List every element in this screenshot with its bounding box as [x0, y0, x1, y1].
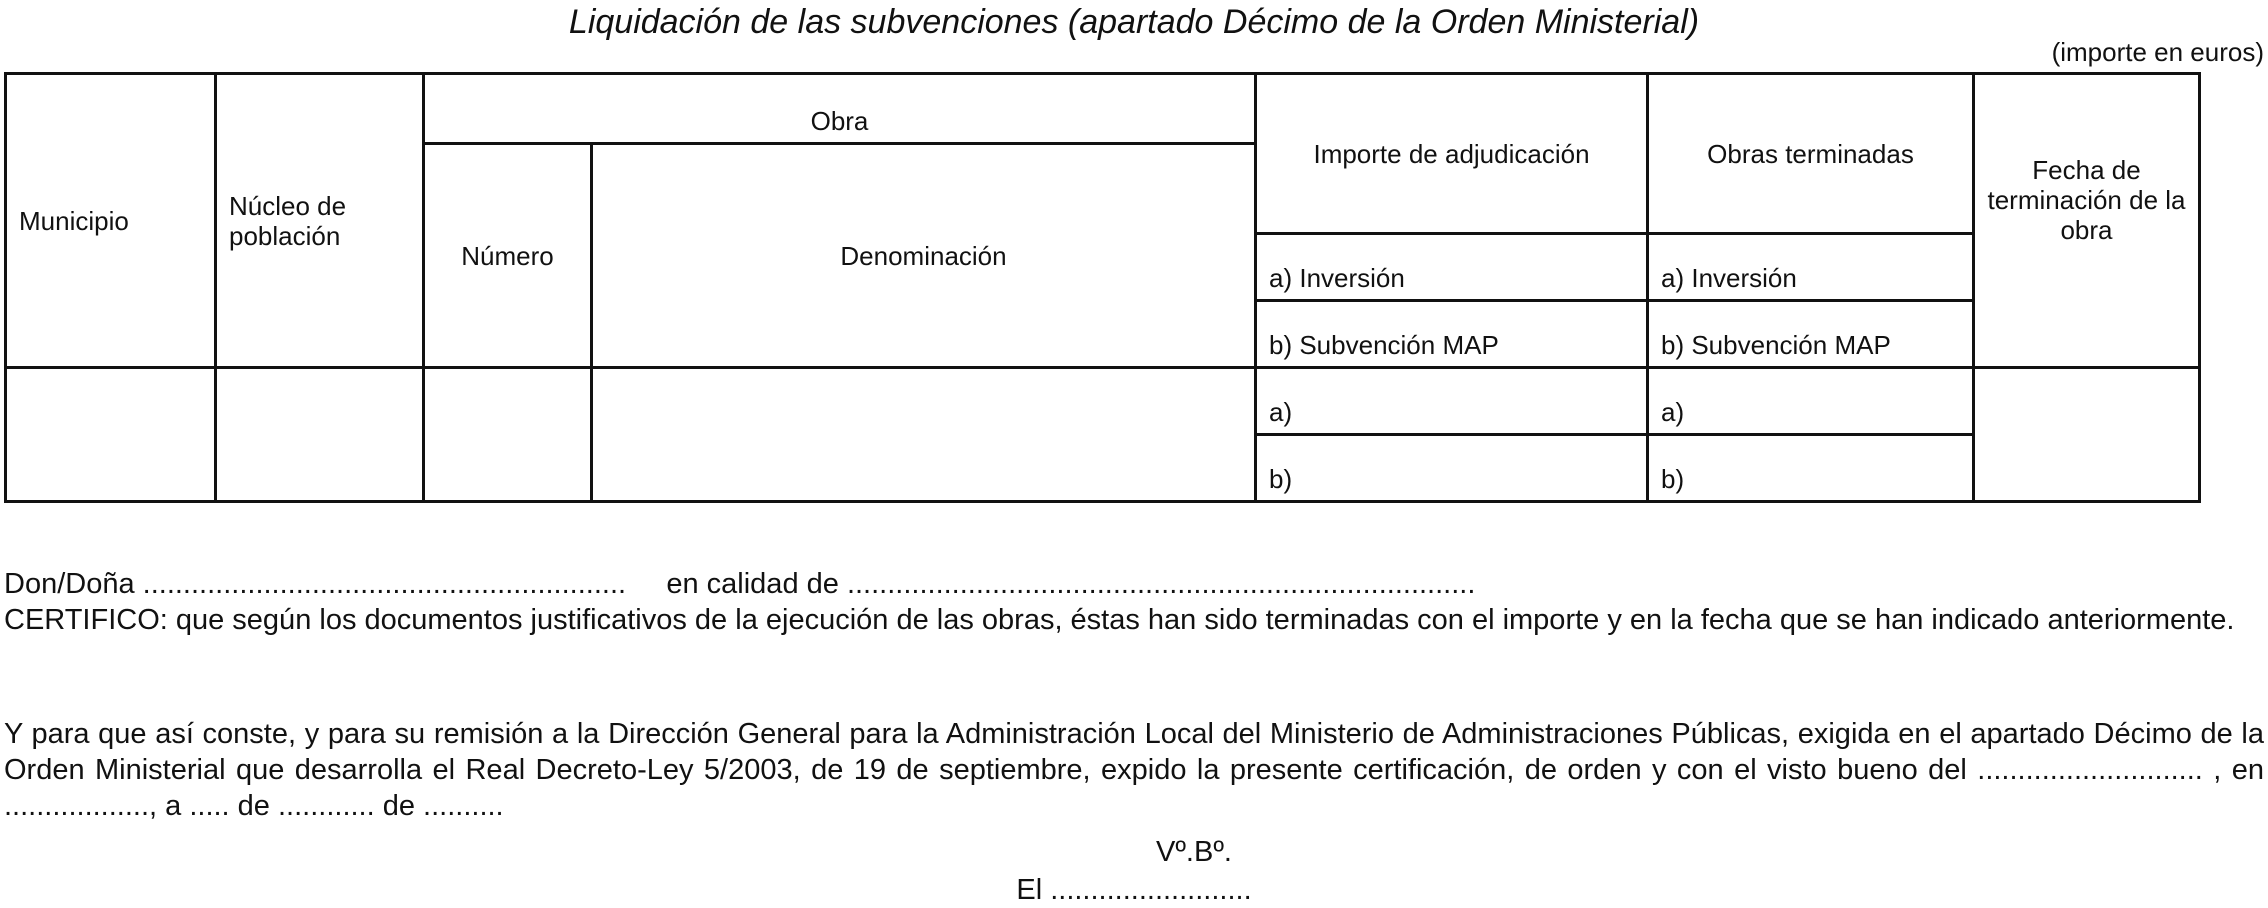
document-title: Liquidación de las subvenciones (apartado Décimo de la Orden Ministerial) [568, 3, 1700, 41]
header-obra: Obra [424, 74, 1256, 144]
header-importe-inversion: a) Inversión [1256, 234, 1648, 301]
signature-el-line: El ......................... [1016, 874, 1252, 906]
cell-nucleo-blank [216, 368, 424, 502]
header-denominacion: Denominación [592, 144, 1256, 368]
cell-terminadas-a: a) [1648, 368, 1974, 435]
certificate-name-line: Don/Doña ............................................................ en calidad de .............................................................................. [4, 568, 1476, 600]
header-nucleo-poblacion: Núcleo de población [216, 74, 424, 368]
header-numero: Número [424, 144, 592, 368]
header-fecha-terminacion: Fecha de terminación de la obra [1974, 74, 2200, 368]
visto-bueno-label: Vº.Bº. [1156, 836, 1232, 868]
cell-numero-blank [424, 368, 592, 502]
cell-importe-b: b) [1256, 435, 1648, 502]
header-terminadas-inversion: a) Inversión [1648, 234, 1974, 301]
header-terminadas-subvencion: b) Subvención MAP [1648, 301, 1974, 368]
certificate-statement: CERTIFICO: que según los documentos justificativos de la ejecución de las obras, éstas han sido terminadas con el importe y en la fecha que se han indicado anteriormente. [4, 604, 2235, 636]
cell-fecha-blank [1974, 368, 2200, 502]
cell-denominacion-blank [592, 368, 1256, 502]
header-municipio: Municipio [6, 74, 216, 368]
cell-terminadas-b: b) [1648, 435, 1974, 502]
cell-municipio-blank [6, 368, 216, 502]
header-importe-adjudicacion: Importe de adjudicación [1256, 74, 1648, 234]
units-note: (importe en euros) [2051, 37, 2264, 67]
header-obras-terminadas: Obras terminadas [1648, 74, 1974, 234]
header-importe-subvencion: b) Subvención MAP [1256, 301, 1648, 368]
certificate-remission-text: Y para que así conste, y para su remisión a la Dirección General para la Administración Local del Ministerio de Administraciones Públicas, exigida en el apartado Décimo de la Orden Ministerial que desarrolla el Real Decreto-Ley 5/2003, de 19 de septiembre, expido la presente certificación, de orden y con el visto bueno del ............................ , en .................., a ..... de ............ de .......... [4, 718, 2264, 822]
liquidation-table [4, 72, 2201, 503]
cell-importe-a: a) [1256, 368, 1648, 435]
